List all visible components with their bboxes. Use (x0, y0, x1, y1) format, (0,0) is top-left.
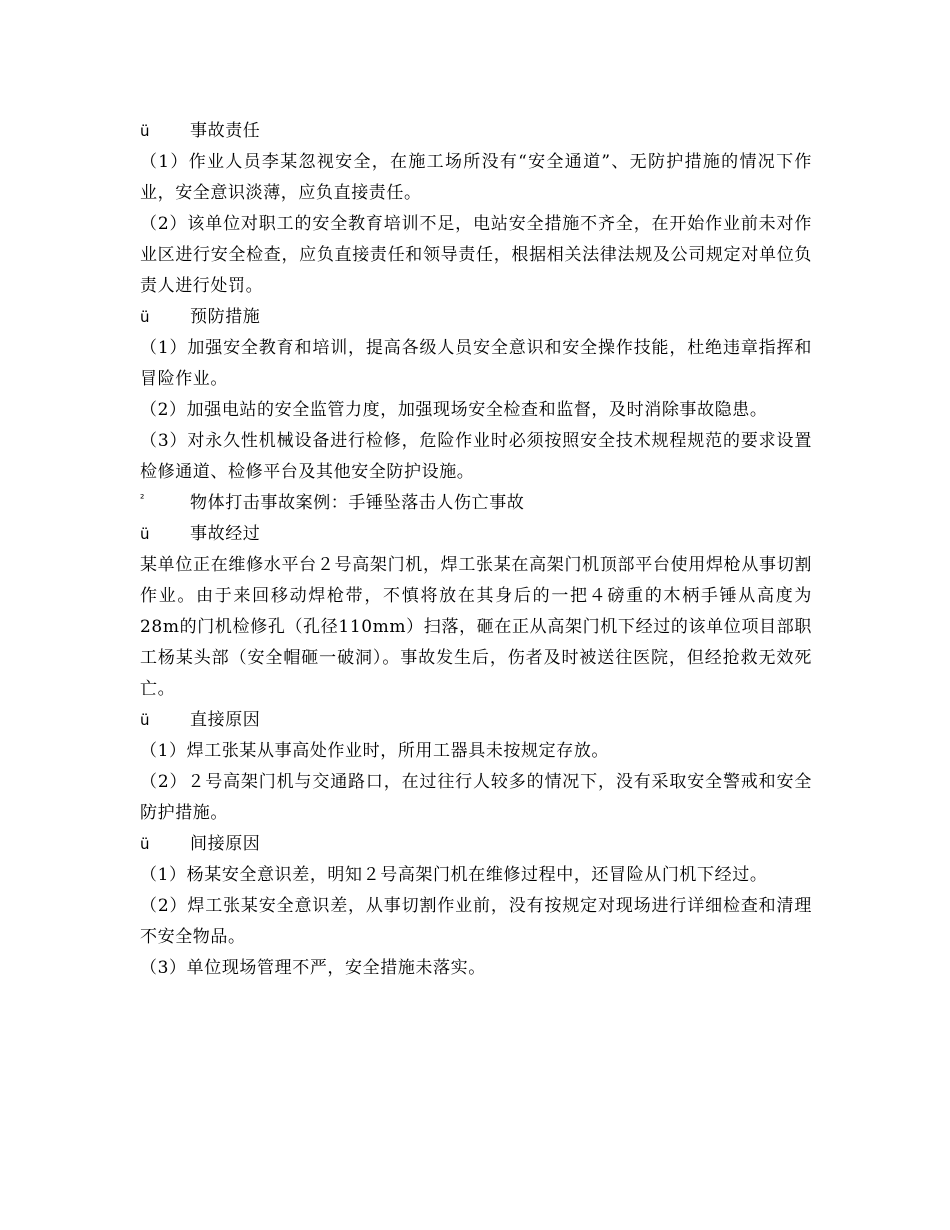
document-body (140, 116, 812, 984)
section-heading-accident-responsibility (140, 116, 812, 147)
checkmark-bullet-icon: ü (140, 525, 151, 543)
paragraph: （2）２号高架门机与交通路口，在过往行人较多的情况下，没有采取安全警戒和安全防护措施。 (140, 772, 812, 823)
heading-text: 预防措施 (190, 307, 261, 327)
heading-text: 物体打击事故案例：手锤坠落击人伤亡事故 (190, 493, 525, 513)
paragraph: （3）对永久性机械设备进行检修，危险作业时必须按照安全技术规程规范的要求设置检修通道、检修平台及其他安全防护设施。 (140, 431, 812, 482)
checkmark-bullet-icon: ü (140, 122, 151, 140)
checkmark-bullet-icon: ü (140, 835, 151, 853)
checkmark-bullet-icon: ü (140, 711, 151, 729)
section-heading-preventive-measures (140, 302, 812, 333)
paragraph: 某单位正在维修水平台２号高架门机，焊工张某在高架门机顶部平台使用焊枪从事切割作业。由于来回移动焊枪带，不慎将放在其身后的一把４磅重的木柄手锤从高度为28m的门机检修孔（孔径110mm）扫落，砸在正从高架门机下经过的该单位项目部职工杨某头部（安全帽砸一破洞）。事故发生后，伤者及时被送往医院，但经抢救无效死亡。 (140, 555, 812, 699)
paragraph: （2）焊工张某安全意识差，从事切割作业前，没有按规定对现场进行详细检查和清理不安全物品。 (140, 896, 812, 947)
section-heading-accident-process (140, 519, 812, 550)
heading-text: 事故责任 (190, 121, 261, 141)
paragraph: （2）该单位对职工的安全教育培训不足，电站安全措施不齐全，在开始作业前未对作业区进行安全检查，应负直接责任和领导责任，根据相关法律法规及公司规定对单位负责人进行处罚。 (140, 214, 812, 296)
paragraph: （1）杨某安全意识差，明知２号高架门机在维修过程中，还冒险从门机下经过。 (140, 865, 768, 885)
paragraph: （1）焊工张某从事高处作业时，所用工器具未按规定存放。 (140, 741, 610, 761)
case-heading (140, 488, 812, 519)
paragraph: （2）加强电站的安全监管力度，加强现场安全检查和监督，及时消除事故隐患。 (140, 400, 768, 420)
paragraph: （1）作业人员李某忽视安全，在施工场所没有“安全通道”、无防护措施的情况下作业，安全意识淡薄，应负直接责任。 (140, 152, 812, 203)
square-bullet-icon: ² (140, 492, 146, 505)
paragraph: （3）单位现场管理不严，安全措施未落实。 (140, 958, 486, 978)
checkmark-bullet-icon: ü (140, 308, 151, 326)
heading-text: 间接原因 (190, 834, 261, 854)
section-heading-direct-causes (140, 705, 812, 736)
paragraph: （1）加强安全教育和培训，提高各级人员安全意识和安全操作技能，杜绝违章指挥和冒险作业。 (140, 338, 812, 389)
heading-text: 直接原因 (190, 710, 261, 730)
heading-text: 事故经过 (190, 524, 261, 544)
section-heading-indirect-causes (140, 829, 812, 860)
